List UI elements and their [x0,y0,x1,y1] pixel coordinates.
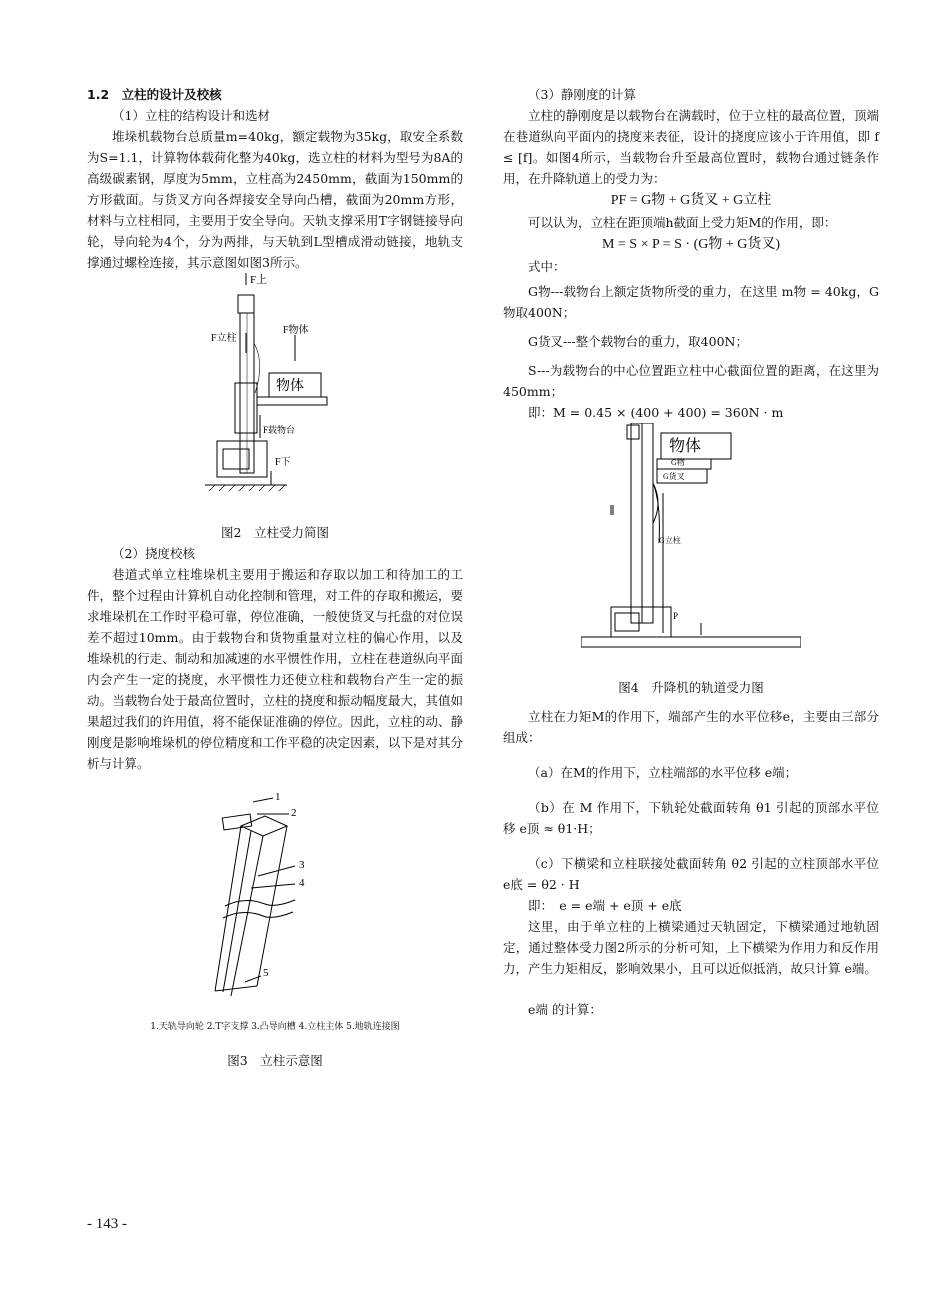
fig4-label-g-fork: G货叉 [663,472,685,481]
fig4-label-obj: 物体 [669,438,702,455]
fig2-label-f-bottom: F下 [275,457,291,468]
equation-4: 即： e = e端 + e顶 + e底 [528,898,682,913]
right-column [503,84,879,1020]
definition-g-fork: G货叉---整个载物台的重力，取400N； [528,334,748,349]
figure-2-caption: 图2 立柱受力简图 [221,525,329,540]
paragraph-5: 立柱在力矩M的作用下，端部产生的水平位移e，主要由三部分组成： [503,709,879,745]
figure-4-track-force-diagram [581,423,801,673]
fig3-number-5: 5 [263,967,269,979]
equation-2: M = S × P = S · (G物 + G货叉) [601,237,781,252]
section-title: 1.2 立柱的设计及校核 [87,87,222,102]
paragraph-2: 巷道式单立柱堆垛机主要用于搬运和存取以加工和待加工的工件，整个过程由计算机自动化控制和管理，对工件的存取和搬运，要求堆垛机在工作时平稳可靠，停位准确，一般使货叉与托盘的对位误差不超过10mm。由于载物台和货物重量对立柱的偏心作用，以及堆垛机的行走、制动和加减速的水平惯性作用，立柱在巷道纵向平面内会产生一定的挠度，水平惯性力还使立柱和载物台产生一定的振动。当载物台处于最高位置时，立柱的挠度和振动幅度最大，其值如果超过我们的许用值，将不能保证准确的停位。因此，立柱的动、静刚度是影响堆垛机的停位精度和工作平稳的决定因素，以下是对其分析与计算。 [87,567,463,771]
fig2-label-f-plat: F载物台 [263,425,296,435]
paragraph-3: 立柱的静刚度是以载物台在满载时，位于立柱的最高位置，顶端在巷道纵向平面内的挠度来表征，设计的挠度应该小于许用值，即 f ≤ [f]。如图4所示，当载物台升至最高位置时，载物台通过链条作用，在升降轨道上的受力为： [503,108,879,186]
paragraph-6: 这里，由于单立柱的上横梁通过天轨固定，下横梁通过地轨固定，通过整体受力图2所示的分析可知，上下横梁为作用力和反作用力，产生力矩相反，影响效果小，且可以近似抵消，故只计算 e端。 [503,919,879,976]
item-c: （c）下横梁和立柱联接处截面转角 θ2 引起的立柱顶部水平位 e底 = θ2 · H [503,856,879,892]
item-a: （a）在M的作用下，立柱端部的水平位移 e端； [528,765,798,780]
fig2-label-f-col: F立柱 [211,333,237,344]
item-b: （b）在 M 作用下，下轨轮处截面转角 θ1 引起的顶部水平位移 e顶 ≈ θ1·H； [503,800,879,836]
fig3-number-2: 2 [291,807,297,819]
fig3-number-4: 4 [299,877,305,889]
subsection-2: （2）挠度校核 [112,546,195,561]
figure-4-caption: 图4 升降机的轨道受力图 [618,680,764,695]
figure-3-note: 1.天轨导向轮 2.T字支撑 3.凸导向槽 4.立柱主体 5.地轨连接图 [150,1022,400,1032]
definition-g-obj: G物---载物台上额定货物所受的重力，在这里 m物 = 40kg，G物取400N； [503,284,879,320]
paragraph-1: 堆垛机载物台总质量m=40kg，额定载物为35kg，取安全系数为S=1.1，计算物体载荷化整为40kg，选立柱的材料为型号为8A的高级碳素钢，厚度为5mm，立柱高为2450mm，截面为150mm的方形截面。与货叉方向各焊接安全导向凸槽，截面为20mm方形，材料与立柱相同，主要用于安全导向。天轨支撑采用T字钢链接导向轮，导向轮为4个，分为两排，与天轨到L型槽成滑动链接，地轨支撑通过螺栓连接，其示意图如图3所示。 [87,129,463,270]
fig4-label-g-col: G立柱 [659,536,681,545]
fig3-number-1: 1 [275,791,281,803]
figure-3-caption: 图3 立柱示意图 [227,1053,323,1068]
paragraph-4: 可以认为，立柱在距顶端h截面上受力矩M的作用，即： [528,215,837,230]
fig3-number-3: 3 [299,859,305,871]
figure-3-column-schematic [195,786,355,1011]
paragraph-7: e端 的计算： [528,1002,602,1017]
subsection-3: （3）静刚度的计算 [528,87,636,102]
equation-1: PF = G物 + G货叉 + G立柱 [610,193,772,208]
definition-s: S---为载物台的中心位置距立柱中心截面位置的距离，在这里为450mm； [503,363,879,399]
fig4-label-p: P [673,611,679,621]
subsection-1: （1）立柱的结构设计和选材 [112,108,270,123]
where-label: 式中： [528,259,566,274]
left-column [87,84,463,1071]
fig2-label-obj: 物体 [276,379,304,394]
equation-3: 即：M = 0.45 × (400 + 400) = 360N · m [528,405,784,420]
figure-2-column-force-diagram [205,273,345,518]
fig2-label-f-obj: F物体 [283,325,309,336]
fig2-label-f-top: F上 [250,274,268,286]
fig4-label-g-obj: G物 [671,458,685,467]
page-number: - 143 - [87,1216,127,1232]
